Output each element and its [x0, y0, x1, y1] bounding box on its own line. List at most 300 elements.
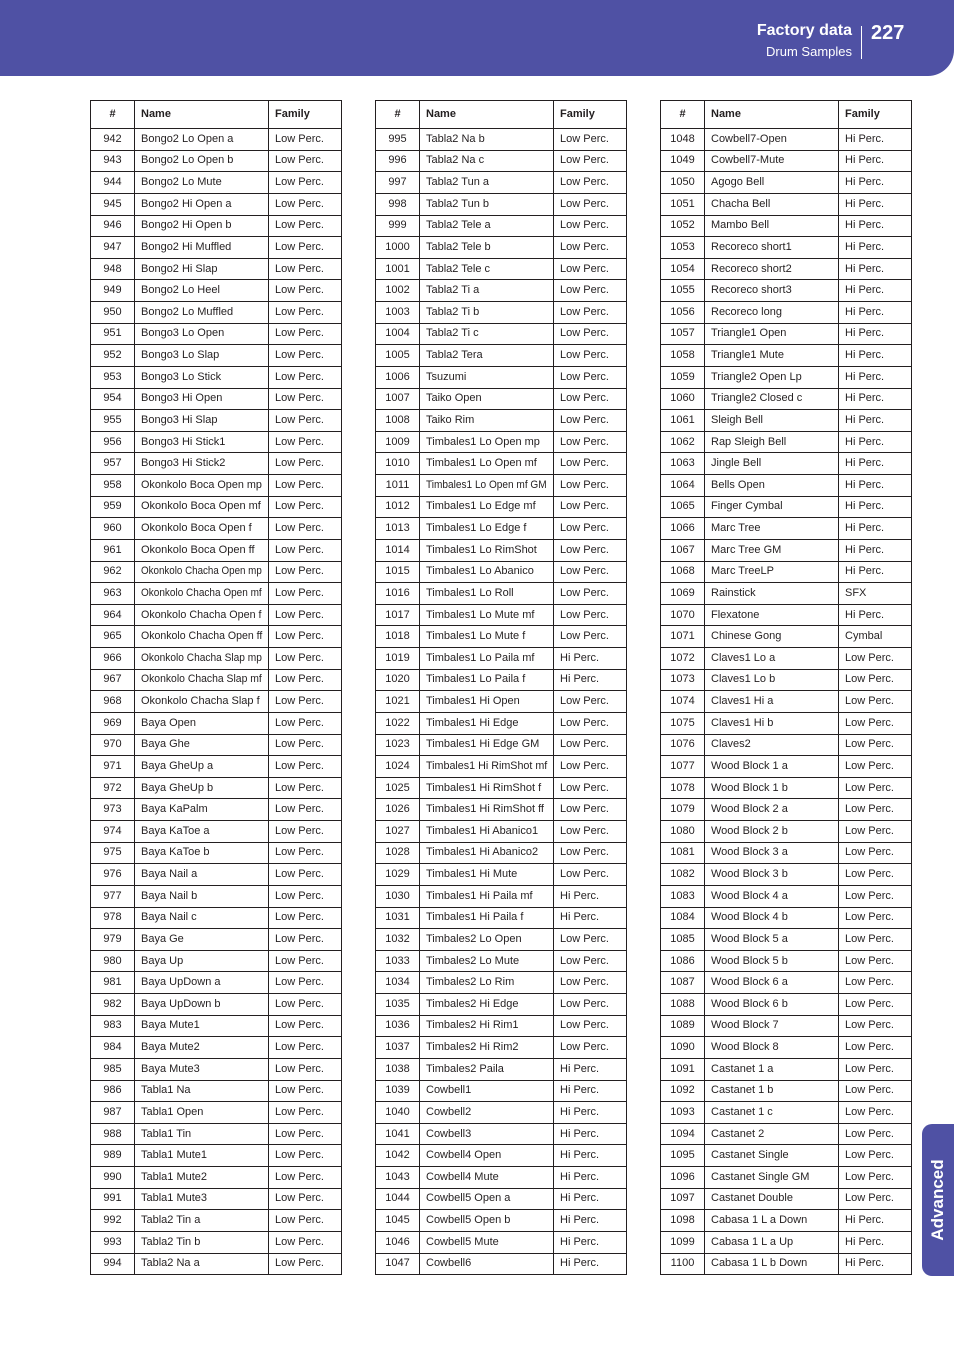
- sample-family: Hi Perc.: [839, 215, 912, 237]
- table-row: [91, 1188, 342, 1210]
- sample-family: Low Perc.: [269, 864, 342, 886]
- sample-number: 1060: [661, 388, 705, 410]
- table-row: [661, 669, 912, 691]
- sample-name: Recoreco short3: [705, 280, 839, 302]
- sample-family: Low Perc.: [269, 1167, 342, 1189]
- sample-family: Low Perc.: [839, 756, 912, 778]
- sample-number: 986: [91, 1080, 135, 1102]
- sample-name: Bongo2 Lo Mute: [135, 172, 269, 194]
- sample-number: 1032: [376, 929, 420, 951]
- sample-name: Claves1 Lo a: [705, 648, 839, 670]
- sample-number: 966: [91, 648, 135, 670]
- sample-number: 1038: [376, 1058, 420, 1080]
- sample-family: Low Perc.: [269, 734, 342, 756]
- sample-name: Timbales1 Lo Abanico: [420, 561, 554, 583]
- sample-number: 1081: [661, 842, 705, 864]
- table-row: [661, 756, 912, 778]
- table-row: [376, 150, 627, 172]
- sample-family: Low Perc.: [839, 1145, 912, 1167]
- sample-number: 1046: [376, 1231, 420, 1253]
- sample-family: Low Perc.: [554, 539, 627, 561]
- sample-number: 1015: [376, 561, 420, 583]
- sample-number: 982: [91, 994, 135, 1016]
- table-row: [91, 496, 342, 518]
- sample-name: Tabla2 Ti a: [420, 280, 554, 302]
- sample-number: 989: [91, 1145, 135, 1167]
- sample-number: 993: [91, 1231, 135, 1253]
- column-header-name: Name: [135, 101, 269, 129]
- sample-number: 995: [376, 129, 420, 151]
- sample-family: Low Perc.: [554, 237, 627, 259]
- table-row: [376, 691, 627, 713]
- sample-family: Low Perc.: [839, 734, 912, 756]
- sample-name: Timbales1 Lo RimShot: [420, 539, 554, 561]
- chapter-tab-label: Advanced: [928, 1159, 947, 1241]
- sample-name: Claves1 Hi a: [705, 691, 839, 713]
- sample-family: Low Perc.: [269, 496, 342, 518]
- table-row: [376, 972, 627, 994]
- table-header-row: [91, 101, 342, 129]
- sample-family: Low Perc.: [554, 193, 627, 215]
- sample-family: Hi Perc.: [839, 431, 912, 453]
- table-row: [661, 345, 912, 367]
- table-row: [376, 1253, 627, 1275]
- sample-family: Hi Perc.: [554, 1210, 627, 1232]
- table-row: [376, 193, 627, 215]
- sample-name: Okonkolo Chacha Slap mp: [135, 648, 269, 670]
- sample-number: 1082: [661, 864, 705, 886]
- table-row: [661, 431, 912, 453]
- sample-number: 1085: [661, 929, 705, 951]
- table-row: [91, 777, 342, 799]
- sample-family: Low Perc.: [269, 1145, 342, 1167]
- sample-number: 1048: [661, 129, 705, 151]
- sample-number: 1088: [661, 994, 705, 1016]
- sample-name: Cowbell7-Open: [705, 129, 839, 151]
- table-row: [376, 215, 627, 237]
- table-row: [661, 1015, 912, 1037]
- table-row: [376, 583, 627, 605]
- table-row: [661, 626, 912, 648]
- sample-name: Finger Cymbal: [705, 496, 839, 518]
- sample-name: Bongo3 Lo Stick: [135, 366, 269, 388]
- sample-number: 1063: [661, 453, 705, 475]
- sample-name: Cowbell1: [420, 1080, 554, 1102]
- sample-name: Marc TreeLP: [705, 561, 839, 583]
- sample-name: Tabla2 Na c: [420, 150, 554, 172]
- sample-family: Hi Perc.: [839, 345, 912, 367]
- sample-number: 956: [91, 431, 135, 453]
- table-row: [91, 821, 342, 843]
- sample-family: Low Perc.: [269, 237, 342, 259]
- sample-family: Low Perc.: [269, 258, 342, 280]
- table-row: [91, 712, 342, 734]
- sample-family: Hi Perc.: [839, 410, 912, 432]
- table-row: [376, 475, 627, 497]
- sample-number: 951: [91, 323, 135, 345]
- sample-family: Low Perc.: [269, 150, 342, 172]
- sample-number: 1023: [376, 734, 420, 756]
- sample-family: SFX: [839, 583, 912, 605]
- sample-name: Timbales1 Lo Open mf: [420, 453, 554, 475]
- sample-name: Cowbell2: [420, 1102, 554, 1124]
- table-row: [91, 280, 342, 302]
- sample-family: Hi Perc.: [839, 453, 912, 475]
- sample-family: Low Perc.: [269, 410, 342, 432]
- sample-name: Timbales1 Hi RimShot mf: [420, 756, 554, 778]
- sample-family: Low Perc.: [554, 129, 627, 151]
- table-row: [91, 604, 342, 626]
- sample-number: 1003: [376, 302, 420, 324]
- sample-number: 1070: [661, 604, 705, 626]
- table-row: [661, 258, 912, 280]
- table-row: [91, 258, 342, 280]
- table-row: [661, 864, 912, 886]
- table-row: [661, 453, 912, 475]
- sample-name: Wood Block 1 a: [705, 756, 839, 778]
- sample-number: 1030: [376, 885, 420, 907]
- sample-number: 1027: [376, 821, 420, 843]
- table-row: [376, 1210, 627, 1232]
- sample-number: 963: [91, 583, 135, 605]
- sample-number: 950: [91, 302, 135, 324]
- sample-name: Wood Block 2 b: [705, 821, 839, 843]
- sample-name: Bongo2 Hi Open b: [135, 215, 269, 237]
- chapter-tab[interactable]: [922, 1124, 954, 1276]
- table-row: [376, 821, 627, 843]
- sample-family: Low Perc.: [269, 1123, 342, 1145]
- sample-name: Bongo3 Hi Open: [135, 388, 269, 410]
- sample-number: 960: [91, 518, 135, 540]
- sample-number: 957: [91, 453, 135, 475]
- sample-number: 944: [91, 172, 135, 194]
- sample-number: 1078: [661, 777, 705, 799]
- sample-family: Low Perc.: [839, 1188, 912, 1210]
- sample-number: 991: [91, 1188, 135, 1210]
- sample-family: Low Perc.: [269, 453, 342, 475]
- table-row: [91, 129, 342, 151]
- table-row: [376, 1145, 627, 1167]
- sample-name: Baya Open: [135, 712, 269, 734]
- sample-number: 998: [376, 193, 420, 215]
- table-row: [91, 1123, 342, 1145]
- sample-number: 1091: [661, 1058, 705, 1080]
- sample-number: 953: [91, 366, 135, 388]
- table-row: [376, 431, 627, 453]
- sample-name: Baya KaToe a: [135, 821, 269, 843]
- sample-name: Okonkolo Chacha Slap mf: [135, 669, 269, 691]
- sample-number: 1037: [376, 1037, 420, 1059]
- sample-number: 1028: [376, 842, 420, 864]
- table-row: [376, 669, 627, 691]
- page-number: 227: [871, 22, 905, 44]
- table-row: [661, 215, 912, 237]
- sample-number: 1043: [376, 1167, 420, 1189]
- sample-family: Low Perc.: [269, 539, 342, 561]
- table-row: [661, 691, 912, 713]
- sample-name: Bongo3 Hi Slap: [135, 410, 269, 432]
- table-row: [91, 994, 342, 1016]
- sample-number: 1064: [661, 475, 705, 497]
- sample-family: Low Perc.: [269, 842, 342, 864]
- sample-name: Timbales1 Lo Paila mf: [420, 648, 554, 670]
- sample-name: Tabla1 Open: [135, 1102, 269, 1124]
- sample-family: Hi Perc.: [554, 1145, 627, 1167]
- sample-number: 1089: [661, 1015, 705, 1037]
- table-row: [376, 518, 627, 540]
- sample-name: Baya KaToe b: [135, 842, 269, 864]
- sample-family: Hi Perc.: [554, 1080, 627, 1102]
- table-row: [376, 366, 627, 388]
- sample-family: Low Perc.: [554, 561, 627, 583]
- sample-number: 1026: [376, 799, 420, 821]
- sample-name: Rainstick: [705, 583, 839, 605]
- sample-number: 1031: [376, 907, 420, 929]
- sample-number: 964: [91, 604, 135, 626]
- sample-name: Timbales2 Hi Edge: [420, 994, 554, 1016]
- sample-number: 968: [91, 691, 135, 713]
- table-row: [661, 366, 912, 388]
- sample-number: 943: [91, 150, 135, 172]
- sample-family: Hi Perc.: [554, 1123, 627, 1145]
- sample-name: Wood Block 5 a: [705, 929, 839, 951]
- sample-name: Wood Block 3 b: [705, 864, 839, 886]
- table-row: [91, 669, 342, 691]
- table-row: [376, 345, 627, 367]
- sample-name: Bongo3 Hi Stick2: [135, 453, 269, 475]
- sample-family: Low Perc.: [269, 691, 342, 713]
- sample-name: Marc Tree GM: [705, 539, 839, 561]
- column-header-number: #: [91, 101, 135, 129]
- sample-number: 994: [91, 1253, 135, 1275]
- sample-number: 1077: [661, 756, 705, 778]
- sample-family: Low Perc.: [839, 1080, 912, 1102]
- sample-name: Triangle2 Closed c: [705, 388, 839, 410]
- sample-name: Okonkolo Boca Open mf: [135, 496, 269, 518]
- table-row: [91, 1167, 342, 1189]
- table-row: [661, 475, 912, 497]
- sample-family: Low Perc.: [269, 1210, 342, 1232]
- sample-name: Wood Block 3 a: [705, 842, 839, 864]
- sample-number: 1017: [376, 604, 420, 626]
- sample-number: 1086: [661, 950, 705, 972]
- sample-name: Tabla1 Na: [135, 1080, 269, 1102]
- table-row: [91, 864, 342, 886]
- sample-family: Low Perc.: [839, 1037, 912, 1059]
- sample-family: Hi Perc.: [839, 1210, 912, 1232]
- sample-family: Low Perc.: [554, 691, 627, 713]
- sample-name: Baya GheUp b: [135, 777, 269, 799]
- table-row: [376, 1123, 627, 1145]
- sample-name: Baya UpDown b: [135, 994, 269, 1016]
- table-row: [376, 1188, 627, 1210]
- sample-number: 1072: [661, 648, 705, 670]
- sample-name: Triangle1 Open: [705, 323, 839, 345]
- sample-name: Timbales2 Paila: [420, 1058, 554, 1080]
- sample-family: Low Perc.: [554, 929, 627, 951]
- sample-family: Low Perc.: [269, 1058, 342, 1080]
- sample-family: Low Perc.: [269, 1102, 342, 1124]
- sample-number: 1040: [376, 1102, 420, 1124]
- table-row: [376, 777, 627, 799]
- sample-family: Low Perc.: [269, 215, 342, 237]
- sample-family: Low Perc.: [839, 821, 912, 843]
- sample-name: Cowbell4 Open: [420, 1145, 554, 1167]
- sample-family: Low Perc.: [554, 410, 627, 432]
- sample-family: Low Perc.: [269, 172, 342, 194]
- sample-family: Low Perc.: [839, 799, 912, 821]
- table-row: [376, 799, 627, 821]
- table-row: [376, 929, 627, 951]
- sample-name: Okonkolo Boca Open mp: [135, 475, 269, 497]
- sample-family: Low Perc.: [269, 994, 342, 1016]
- sample-number: 1054: [661, 258, 705, 280]
- sample-family: Low Perc.: [554, 972, 627, 994]
- table-row: [91, 842, 342, 864]
- sample-family: Hi Perc.: [839, 475, 912, 497]
- sample-family: Hi Perc.: [554, 1167, 627, 1189]
- sample-family: Low Perc.: [554, 366, 627, 388]
- sample-number: 1039: [376, 1080, 420, 1102]
- table-row: [661, 842, 912, 864]
- sample-number: 985: [91, 1058, 135, 1080]
- sample-number: 1009: [376, 431, 420, 453]
- sample-family: Low Perc.: [839, 712, 912, 734]
- sample-family: Hi Perc.: [554, 1253, 627, 1275]
- sample-name: Timbales1 Hi Open: [420, 691, 554, 713]
- sample-name: Baya Nail c: [135, 907, 269, 929]
- sample-family: Low Perc.: [269, 1080, 342, 1102]
- sample-name: Wood Block 7: [705, 1015, 839, 1037]
- table-row: [91, 691, 342, 713]
- sample-number: 965: [91, 626, 135, 648]
- table-row: [91, 929, 342, 951]
- sample-number: 1051: [661, 193, 705, 215]
- sample-family: Low Perc.: [839, 929, 912, 951]
- sample-family: Hi Perc.: [839, 237, 912, 259]
- sample-name: Castanet Single: [705, 1145, 839, 1167]
- sample-number: 1069: [661, 583, 705, 605]
- table-row: [661, 1145, 912, 1167]
- table-row: [91, 756, 342, 778]
- sample-family: Low Perc.: [269, 907, 342, 929]
- sample-name: Tsuzumi: [420, 366, 554, 388]
- table-row: [376, 280, 627, 302]
- sample-number: 1065: [661, 496, 705, 518]
- sample-number: 971: [91, 756, 135, 778]
- sample-family: Low Perc.: [839, 669, 912, 691]
- sample-family: Hi Perc.: [839, 1231, 912, 1253]
- sample-number: 1021: [376, 691, 420, 713]
- table-row: [376, 237, 627, 259]
- sample-family: Low Perc.: [839, 648, 912, 670]
- table-row: [91, 950, 342, 972]
- sample-name: Baya Mute3: [135, 1058, 269, 1080]
- sample-name: Timbales2 Lo Rim: [420, 972, 554, 994]
- table-row: [91, 1231, 342, 1253]
- sample-number: 1005: [376, 345, 420, 367]
- sample-number: 1074: [661, 691, 705, 713]
- sample-family: Low Perc.: [269, 388, 342, 410]
- sample-name: Castanet 2: [705, 1123, 839, 1145]
- sample-family: Low Perc.: [269, 583, 342, 605]
- sample-number: 984: [91, 1037, 135, 1059]
- sample-family: Low Perc.: [269, 193, 342, 215]
- sample-name: Timbales1 Hi Edge: [420, 712, 554, 734]
- sample-name: Cowbell4 Mute: [420, 1167, 554, 1189]
- sample-name: Bongo2 Hi Open a: [135, 193, 269, 215]
- sample-family: Low Perc.: [839, 777, 912, 799]
- sample-name: Wood Block 4 a: [705, 885, 839, 907]
- sample-family: Low Perc.: [554, 604, 627, 626]
- sample-number: 987: [91, 1102, 135, 1124]
- sample-number: 1010: [376, 453, 420, 475]
- table-row: [661, 193, 912, 215]
- sample-family: Hi Perc.: [554, 1231, 627, 1253]
- table-row: [376, 994, 627, 1016]
- sample-family: Low Perc.: [839, 1167, 912, 1189]
- sample-number: 1099: [661, 1231, 705, 1253]
- table-row: [91, 1210, 342, 1232]
- sample-number: 1036: [376, 1015, 420, 1037]
- sample-name: Timbales1 Lo Mute f: [420, 626, 554, 648]
- table-row: [91, 907, 342, 929]
- sample-number: 1049: [661, 150, 705, 172]
- sample-family: Hi Perc.: [839, 518, 912, 540]
- sample-number: 1035: [376, 994, 420, 1016]
- sample-name: Bongo2 Hi Muffled: [135, 237, 269, 259]
- table-row: [91, 799, 342, 821]
- sample-name: Bongo2 Hi Slap: [135, 258, 269, 280]
- sample-family: Low Perc.: [269, 950, 342, 972]
- table-row: [91, 648, 342, 670]
- sample-family: Hi Perc.: [839, 172, 912, 194]
- sample-name: Mambo Bell: [705, 215, 839, 237]
- sample-name: Baya Nail a: [135, 864, 269, 886]
- sample-name: Taiko Open: [420, 388, 554, 410]
- sample-number: 969: [91, 712, 135, 734]
- sample-number: 959: [91, 496, 135, 518]
- sample-family: Low Perc.: [269, 561, 342, 583]
- table-row: [91, 453, 342, 475]
- header-divider: [861, 26, 862, 59]
- sample-number: 977: [91, 885, 135, 907]
- table-row: [661, 1210, 912, 1232]
- sample-number: 990: [91, 1167, 135, 1189]
- sample-family: Low Perc.: [269, 799, 342, 821]
- sample-name: Timbales1 Hi Paila f: [420, 907, 554, 929]
- sample-name: Rap Sleigh Bell: [705, 431, 839, 453]
- table-row: [376, 648, 627, 670]
- sample-number: 979: [91, 929, 135, 951]
- sample-family: Hi Perc.: [839, 193, 912, 215]
- sample-name: Okonkolo Chacha Slap f: [135, 691, 269, 713]
- sample-family: Hi Perc.: [554, 1188, 627, 1210]
- sample-number: 1012: [376, 496, 420, 518]
- sample-number: 1058: [661, 345, 705, 367]
- sample-name: Tabla2 Na b: [420, 129, 554, 151]
- sample-family: Low Perc.: [269, 431, 342, 453]
- table-row: [661, 821, 912, 843]
- sample-family: Low Perc.: [839, 691, 912, 713]
- sample-family: Low Perc.: [554, 950, 627, 972]
- sample-number: 1094: [661, 1123, 705, 1145]
- sample-name: Castanet 1 a: [705, 1058, 839, 1080]
- sample-name: Tabla2 Tin a: [135, 1210, 269, 1232]
- sample-number: 1044: [376, 1188, 420, 1210]
- table-row: [376, 561, 627, 583]
- sample-number: 1096: [661, 1167, 705, 1189]
